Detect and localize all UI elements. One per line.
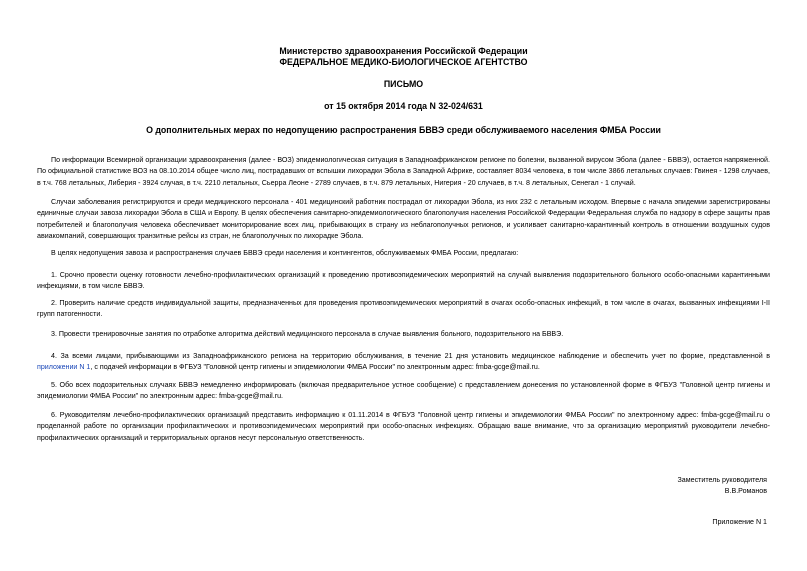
paragraph-text: По информации Всемирной организации здравоохранения (далее - ВОЗ) эпидемиологическая ситуация в Западноафриканском регионе по болезни, вызванной вирусом Эбола (далее - БВВЭ), остается напряженной. По официальной статистике ВОЗ на 08.10.2014 общее число лиц, пострадавших от вспышки лихорадки Эбола в Западной Африке, составляет 8034 человека, в том числе 3866 летальных случаев: Гвинея - 1298 случаев, в т.ч. 768 летальных, Либерия - 3924 случая, в т.ч. 2210 летальных, Сьерра Леоне - 2789 случаев, в т.ч. 879 летальных, Нигерия - 20 случаев, в т.ч. 8 летальных, Сенегал - 1 случай.: [37, 156, 770, 187]
paragraph-text: 3. Провести тренировочные занятия по отработке алгоритма действий медицинского персонала в случае выявления больного, подозрительного на БВВЭ.: [51, 330, 564, 338]
paragraph-text: 1. Срочно провести оценку готовности лечебно-профилактических организаций к проведению противоэпидемических мероприятий на случай выявления подозрительного больного особо-опасными карантинными инфекциями, в том числе БВВЭ.: [37, 271, 770, 291]
document-date-number: от 15 октября 2014 года N 32-024/631: [324, 101, 483, 111]
paragraph-item-4: [37, 351, 770, 374]
paragraph-text: 6. Руководителям лечебно-профилактических организаций представить информацию к 01.11.2014 в ФГБУЗ "Головной центр гигиены и эпидемиологии ФМБА России" по электронному адрес: fmba-gcge@mail.ru о проделанной работе по организации профилактических и противоэпидемических мероприятий при особо-опасных инфекциях. Обращаю ваше внимание, что за организацию мероприятий руководители лечебно-профилактических организаций и территориальных органов несут персональную ответственность.: [37, 411, 770, 442]
paragraph-text: 4. За всеми лицами, прибывающими из Западноафриканского региона на территорию обслуживания, в течение 21 дня установить медицинское наблюдение и обеспечить учет по форме, представленной в: [51, 352, 770, 360]
appendix-link[interactable]: приложении N 1: [37, 363, 91, 372]
signatory-position: Заместитель руководителя: [677, 476, 767, 484]
paragraph-medical-staff: [37, 197, 770, 243]
document-title: О дополнительных мерах по недопущению распространения БВВЭ среди обслуживаемого населения ФМБА России: [146, 125, 661, 135]
paragraph-item-2: [37, 298, 770, 321]
paragraph-proposal-intro: [37, 248, 770, 259]
paragraph-text: 5. Обо всех подозрительных случаях БВВЭ немедленно информировать (включая предварительное устное сообщение) с представлением донесения по установленной форме в ФГБУЗ "Головной центр гигиены и эпидемиологии ФМБА России" по электронным адрес: fmba-gcge@mail.ru.: [37, 381, 770, 401]
paragraph-ebola-situation: [37, 155, 770, 189]
document-type: ПИСЬМО: [383, 79, 424, 89]
paragraph-item-1: [37, 270, 770, 293]
paragraph-item-5: [37, 380, 770, 403]
signatory-name: В.В.Романов: [724, 487, 767, 495]
agency-name: ФЕДЕРАЛЬНОЕ МЕДИКО-БИОЛОГИЧЕСКОЕ АГЕНТСТВО: [279, 57, 528, 67]
paragraph-text: Случаи заболевания регистрируются и среди медицинского персонала - 401 медицинский работник пострадал от лихорадки Эбола, из них 232 с летальным исходом. Впервые с начала эпидемии зарегистрированы единичные случаи завоза лихорадки Эбола в США и Европу. В целях обеспечения санитарно-эпидемиологического благополучия населения Российской Федерации Федеральная служба по надзору в сфере защиты прав потребителей и благополучия человека обеспечивает мониторирование всех лиц, прибывающих в страну из неблагополучных регионов, и усиливает санитарно-карантинный контроль в отношении воздушных судов авиакомпаний, совершающих транзитные рейсы из стран, не благополучных по лихорадке Эбола.: [37, 198, 770, 241]
paragraph-item-3: [37, 329, 770, 340]
paragraph-text: , с подачей информации в ФГБУЗ "Головной центр гигиены и эпидемиологии ФМБА России" по электронным адрес: fmba-gcge@mail.ru.: [90, 363, 540, 372]
paragraph-text: 2. Проверить наличие средств индивидуальной защиты, предназначенных для проведения противоэпидемических мероприятий в очагах особо-опасных инфекций, в том числе в очагах, вызванных инфекциями I-II групп патогенности.: [37, 299, 770, 319]
paragraph-item-6: [37, 410, 770, 444]
ministry-name: Министерство здравоохранения Российской Федерации: [279, 46, 528, 56]
appendix-label: Приложение N 1: [712, 518, 767, 526]
paragraph-text: В целях недопущения завоза и распространения случаев БВВЭ среди населения и контингентов, обслуживаемых ФМБА России, предлагаю:: [51, 249, 519, 257]
